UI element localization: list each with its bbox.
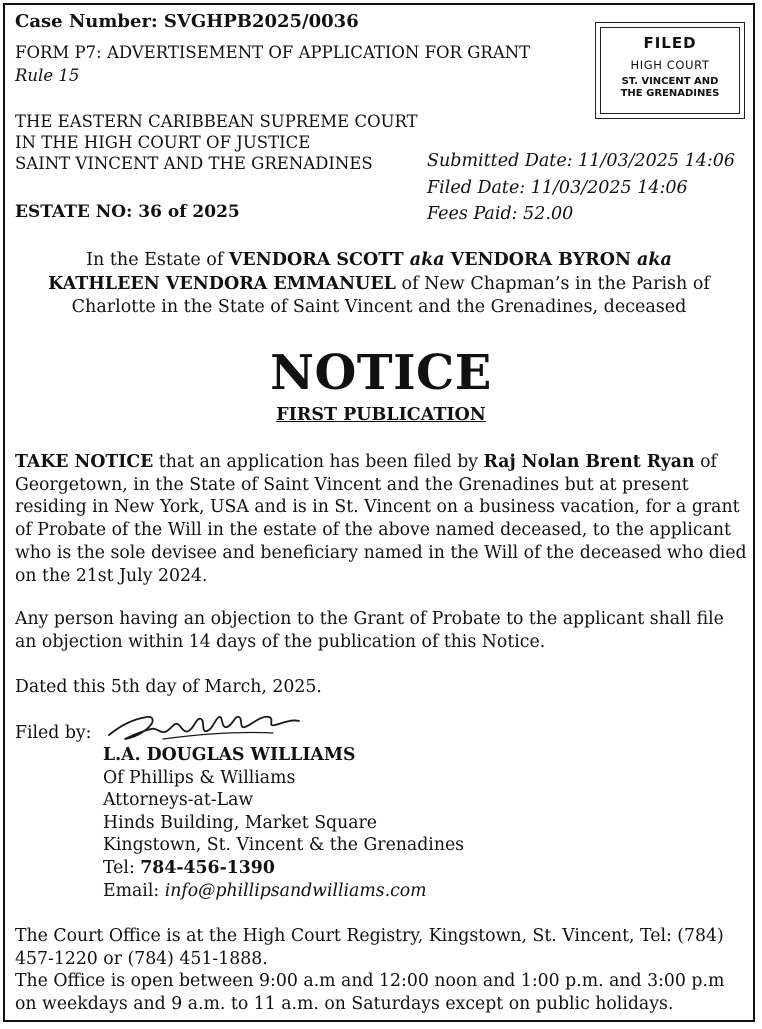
dated-line: Dated this 5th day of March, 2025. xyxy=(15,677,322,697)
objection-paragraph xyxy=(15,608,750,653)
filer-name: L.A. DOUGLAS WILLIAMS xyxy=(103,745,356,765)
paragraph-line: residing in New York, USA and is in St. Vincent on a business vacation, for a grant xyxy=(15,497,740,518)
paragraph-line xyxy=(15,451,750,474)
office-line: on weekdays and 9 a.m. to 11 a.m. on Saturdays except on public holidays. xyxy=(15,993,674,1014)
paragraph-line: who is the sole devisee and beneficiary named in the Will of the deceased who died xyxy=(15,542,747,563)
stamp-region-label xyxy=(601,76,739,99)
filing-details xyxy=(427,148,735,228)
paragraph-line: on the 21st July 2024. xyxy=(15,565,208,586)
form-title: FORM P7: ADVERTISEMENT OF APPLICATION FOR GRANT xyxy=(15,43,531,62)
phone-number: 784-456-1390 xyxy=(140,857,275,878)
court-heading xyxy=(15,111,418,174)
filed-stamp xyxy=(595,22,745,119)
deceased-alias: KATHLEEN VENDORA EMMANUEL xyxy=(48,273,396,294)
submitted-date: Submitted Date: 11/03/2025 14:06 xyxy=(427,151,736,171)
intro-line xyxy=(15,273,743,297)
paragraph-line: Any person having an objection to the Grant of Probate to the applicant shall file xyxy=(15,609,724,629)
stamp-court-label: HIGH COURT xyxy=(630,58,710,72)
stamp-region-line: THE GRENADINES xyxy=(620,87,720,99)
paragraph-line: an objection within 14 days of the publication of this Notice. xyxy=(15,631,546,652)
paragraph-line: of Probate of the Will in the estate of the above named deceased, to the applicant xyxy=(15,520,731,541)
publication-label: FIRST PUBLICATION xyxy=(276,405,486,425)
paragraph-text: that an application has been filed by xyxy=(153,452,484,472)
applicant-name: Raj Nolan Brent Ryan xyxy=(483,452,695,472)
intro-prefix: In the Estate of xyxy=(86,250,229,270)
stamp-region-line: ST. VINCENT AND xyxy=(621,76,719,87)
filed-by-label: Filed by: xyxy=(15,723,92,743)
office-line: The Court Office is at the High Court Registry, Kingstown, St. Vincent, Tel: (784) xyxy=(15,926,724,946)
intro-location: of New Chapman’s in the Parish of xyxy=(395,273,710,294)
take-notice-label: TAKE NOTICE xyxy=(15,452,154,472)
notice-heading: NOTICE xyxy=(270,345,492,401)
estate-intro xyxy=(15,249,743,320)
filed-date: Filed Date: 11/03/2025 14:06 xyxy=(427,177,688,198)
filer-address: Hinds Building, Market Square xyxy=(103,812,378,833)
phone-label: Tel: xyxy=(103,857,141,878)
filed-stamp-border xyxy=(600,27,740,114)
email-address: info@phillipsandwilliams.com xyxy=(164,880,427,901)
filer-address: Kingstown, St. Vincent & the Grenadines xyxy=(103,835,465,856)
court-line: THE EASTERN CARIBBEAN SUPREME COURT xyxy=(15,112,418,131)
deceased-alias: VENDORA BYRON xyxy=(444,250,638,270)
court-line: IN THE HIGH COURT OF JUSTICE xyxy=(15,133,311,152)
filer-email xyxy=(103,880,464,903)
stamp-filed-label: FILED xyxy=(643,34,697,52)
aka-label: aka xyxy=(637,250,672,270)
paragraph-text: of xyxy=(694,452,717,472)
office-line: 457-1220 or (784) 451-1888. xyxy=(15,948,268,969)
signature-icon xyxy=(103,705,313,747)
filer-title: Attorneys-at-Law xyxy=(103,790,254,811)
aka-label: aka xyxy=(409,250,445,270)
fees-paid: Fees Paid: 52.00 xyxy=(427,204,574,224)
filer-phone xyxy=(103,857,464,880)
notice-document xyxy=(3,3,755,1022)
intro-line: Charlotte in the State of Saint Vincent and the Grenadines, deceased xyxy=(71,297,687,317)
filer-block xyxy=(103,744,464,902)
notice-paragraph xyxy=(15,451,750,587)
court-office-info xyxy=(15,925,750,1015)
estate-number: ESTATE NO: 36 of 2025 xyxy=(15,202,240,222)
filer-firm: Of Phillips & Williams xyxy=(103,767,296,788)
paragraph-line: Georgetown, in the State of Saint Vincent and the Grenadines but at present xyxy=(15,474,689,495)
office-line: The Office is open between 9:00 a.m and 12:00 noon and 1:00 p.m. and 3:00 p.m xyxy=(15,971,725,992)
email-label: Email: xyxy=(103,880,165,901)
court-line: SAINT VINCENT AND THE GRENADINES xyxy=(15,154,373,173)
rule-reference: Rule 15 xyxy=(15,66,80,85)
deceased-name: VENDORA SCOTT xyxy=(228,250,410,270)
intro-line xyxy=(15,249,743,273)
case-number: Case Number: SVGHPB2025/0036 xyxy=(15,11,359,32)
